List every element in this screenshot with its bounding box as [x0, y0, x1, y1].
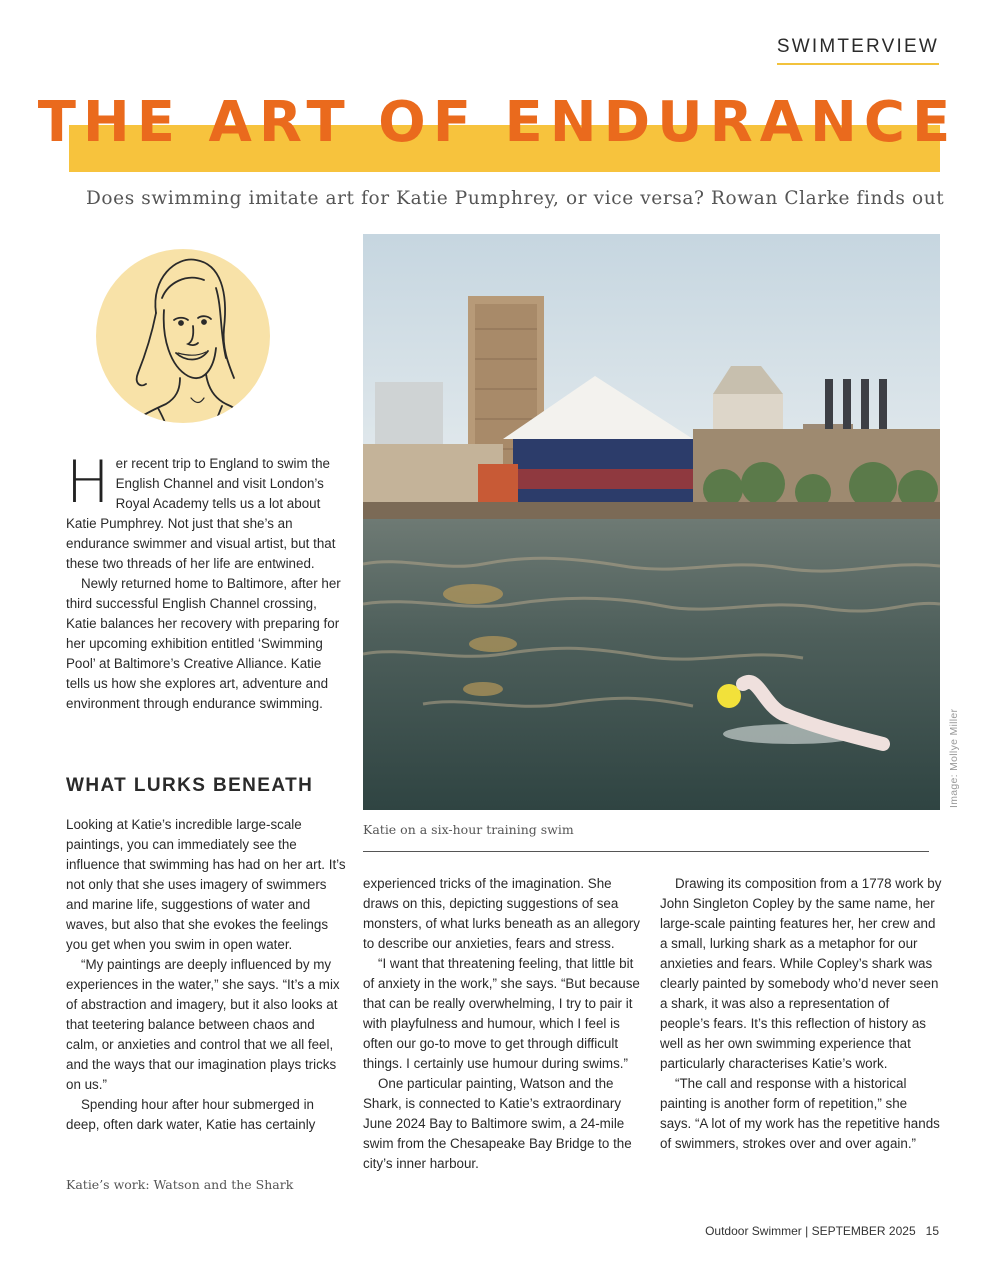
publication-info: Outdoor Swimmer | SEPTEMBER 2025	[705, 1224, 916, 1238]
standfirst: Does swimming imitate art for Katie Pumphrey, or vice versa? Rowan Clarke finds out	[86, 188, 945, 209]
portrait-illustration-icon	[96, 238, 271, 434]
intro-paragraph-1: er recent trip to England to swim the English Channel and visit London’s Royal Academy tells us a lot about Katie Pumphrey. Not just that she’s an endurance swimmer and visual artist, but that these two threads of her life are entwined.	[66, 456, 336, 571]
artwork-caption: Katie’s work: Watson and the Shark	[66, 1177, 294, 1192]
drop-cap: H	[66, 448, 110, 516]
column-1-text	[66, 815, 348, 1135]
column-1-paragraph-2: “My paintings are deeply influenced by my experiences in the water,” she says. “It’s a mix of abstraction and imagery, but it also looks at that teetering balance between chaos and calm, or anxieties and control that we all feel, and the ways that our imagination plays tricks on us.”	[66, 957, 340, 1092]
photo-credit: Image: Mollye Miller	[948, 708, 960, 808]
harbour-swim-photo-icon	[363, 234, 940, 810]
column-2-paragraph-3: One particular painting, Watson and the Shark, is connected to Katie’s extraordinary June 2024 Bay to Baltimore swim, a 24-mile swim from the Chesapeake Bay Bridge to the city’s inner harbour.	[363, 1076, 632, 1171]
column-3-paragraph-2: “The call and response with a historical painting is another form of repetition,” she says. “A lot of my work has the repetitive hands of swimmers, strokes over and over again.”	[660, 1076, 940, 1151]
page-title: THE ART OF ENDURANCE	[37, 90, 958, 155]
column-2-paragraph-2: “I want that threatening feeling, that little bit of anxiety in the work,” she says. “But because that can be really overwhelming, I try to pair it with playfulness and humour, which I feel is often our go-to move to get through difficult things. I certainly use humour during swims.”	[363, 956, 640, 1071]
page-number: 15	[925, 1224, 939, 1238]
section-tag: SWIMTERVIEW	[777, 36, 939, 65]
subheading: WHAT LURKS BENEATH	[66, 775, 314, 796]
page-footer	[705, 1224, 939, 1238]
column-1-paragraph-3: Spending hour after hour submerged in deep, often dark water, Katie has certainly	[66, 1097, 316, 1132]
column-1-paragraph-1: Looking at Katie’s incredible large-scale paintings, you can immediately see the influence that swimming has had on her art. It’s not only that she uses imagery of swimmers and marine life, suggestions of water and waves, but also that she evokes the feelings you get when you swim in open water.	[66, 817, 346, 952]
column-2-text	[363, 874, 645, 1174]
photo-caption: Katie on a six-hour training swim	[363, 822, 574, 837]
intro-text	[66, 448, 348, 714]
column-3-text	[660, 874, 942, 1154]
intro-paragraph-2: Newly returned home to Baltimore, after her third successful English Channel crossing, Katie balances her recovery with preparing for her upcoming exhibition entitled ‘Swimming Pool’ at Baltimore’s Creative Alliance. Katie tells us how she explores art, adventure and environment through endurance swimming.	[66, 576, 341, 711]
column-2-paragraph-1: experienced tricks of the imagination. She draws on this, depicting suggestions of sea monsters, of what lurks beneath as an allegory to describe our anxieties, fears and stress.	[363, 876, 640, 951]
column-3-paragraph-1: Drawing its composition from a 1778 work by John Singleton Copley by the same name, her large-scale painting features her, her crew and a small, lurking shark as a metaphor for our anxieties and fears. While Copley’s shark was clearly painted by somebody who’d never seen a shark, it was also a representation of people’s fears. It’s this reflection of history as well as her own swimming experience that particularly characterises Katie’s work.	[660, 876, 942, 1071]
caption-divider	[363, 851, 929, 852]
